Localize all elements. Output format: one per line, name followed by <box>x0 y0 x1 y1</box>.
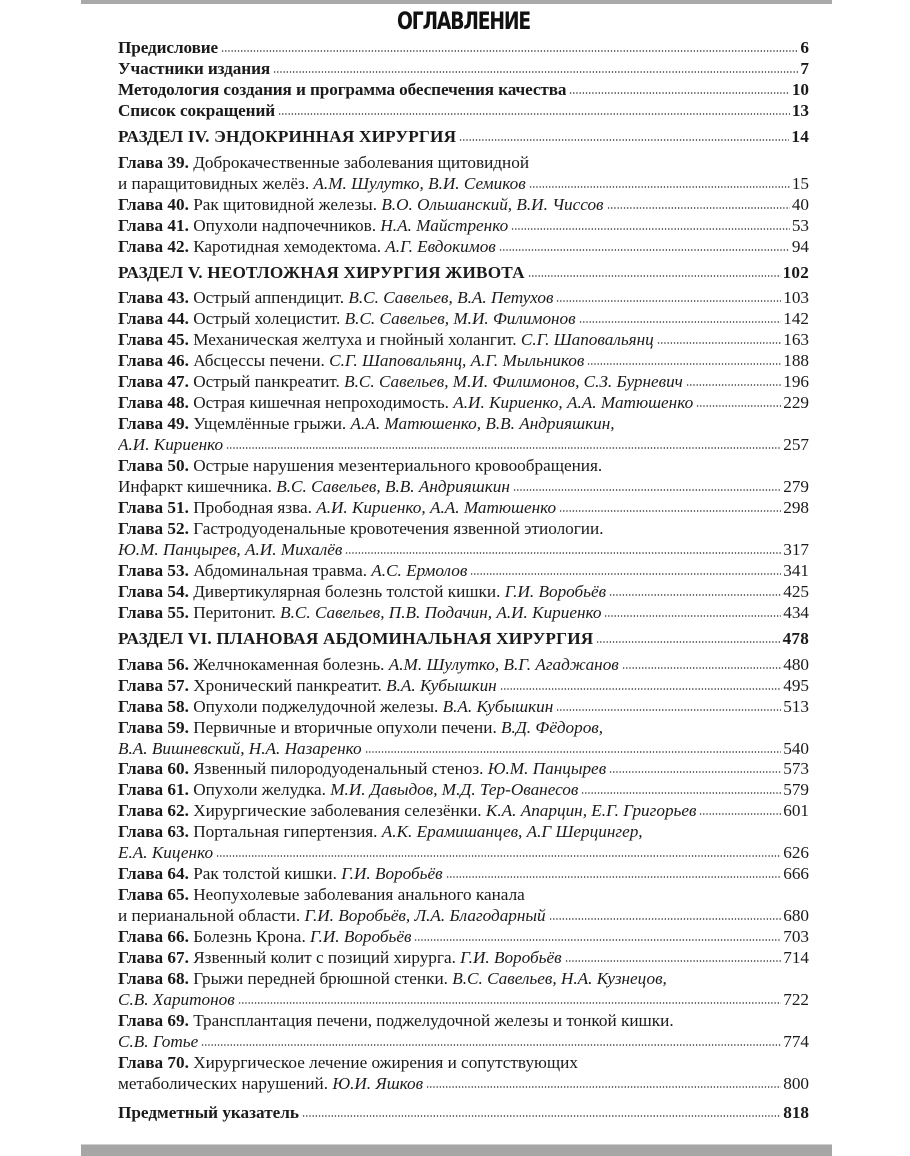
chapter-authors: А.И. Кириенко, А.А. Матюшенко <box>453 393 694 413</box>
dot-leader <box>221 41 798 53</box>
dot-leader <box>273 62 798 74</box>
chapter-title: Хронический панкреатит. <box>193 675 382 695</box>
chapter-authors: А.Г. Евдокимов <box>385 236 496 256</box>
page-number: 601 <box>783 801 809 821</box>
chapter-title: Дивертикулярная болезнь толстой кишки. <box>193 581 501 601</box>
page-number: 13 <box>791 100 809 120</box>
chapter-title: Портальная гипертензия. <box>193 822 378 842</box>
chapter-title: Грыжи передней брюшной стенки. <box>193 968 448 988</box>
toc-chapter[interactable] <box>118 414 809 435</box>
chapter-number: Глава 60. <box>118 759 189 779</box>
toc-chapter[interactable] <box>118 780 809 801</box>
page-number: 513 <box>783 696 809 716</box>
chapter-number: Глава 67. <box>118 948 189 968</box>
chapter-authors: В.С. Савельев, В.В. Андрияшкин <box>276 477 510 497</box>
chapter-authors: М.И. Давыдов, М.Д. Тер-Ованесов <box>330 780 579 800</box>
entry-text <box>118 822 643 843</box>
chapter-title: Рак толстой кишки. <box>193 864 337 884</box>
dot-leader <box>622 658 781 670</box>
dot-leader <box>500 679 782 691</box>
entry-text <box>118 780 578 801</box>
toc-chapter-continuation[interactable] <box>118 739 809 760</box>
entry-text <box>118 498 556 519</box>
chapter-authors: Г.И. Воробьёв, Л.А. Благодарный <box>304 906 546 926</box>
page-number: 196 <box>783 372 809 392</box>
chapter-title-cont: метаболических нарушений. <box>118 1073 329 1093</box>
toc-chapter[interactable] <box>118 801 809 822</box>
chapter-title: Язвенный колит с позиций хирурга. <box>193 948 456 968</box>
entry-label: Предметный указатель <box>118 1102 300 1122</box>
chapter-title: Доброкачественные заболевания щитовидной <box>193 152 530 172</box>
entry-text <box>118 603 601 624</box>
dot-leader <box>345 543 781 555</box>
entry-text <box>118 759 606 780</box>
entry-text <box>118 393 693 414</box>
chapter-authors: А.К. Ерамишанцев, А.Г Шерцингер, <box>381 822 643 842</box>
entry-text <box>118 540 342 561</box>
entry-text <box>118 1053 578 1074</box>
chapter-number: Глава 68. <box>118 968 189 988</box>
page-number: 7 <box>800 58 809 78</box>
toc-section-heading[interactable] <box>118 629 809 650</box>
chapter-authors: В.С. Савельев, М.И. Филимонов, С.З. Бурневич <box>344 372 683 392</box>
chapter-authors-cont: В.А. Вишневский, Н.А. Назаренко <box>118 738 362 758</box>
page-number: 703 <box>783 927 809 947</box>
entry-text <box>118 843 213 864</box>
chapter-number: Глава 45. <box>118 330 189 350</box>
page-number: 478 <box>782 628 809 648</box>
toc-chapter[interactable] <box>118 927 809 948</box>
toc-chapter-continuation[interactable] <box>118 435 809 456</box>
entry-text <box>118 655 619 676</box>
chapter-title: Абсцессы печени. <box>193 351 325 371</box>
entry-text <box>118 351 584 372</box>
chapter-number: Глава 61. <box>118 780 189 800</box>
dot-leader <box>609 762 781 774</box>
dot-leader <box>657 333 781 345</box>
chapter-authors: Ю.М. Панцырев <box>487 759 607 779</box>
chapter-title: Рак щитовидной железы. <box>193 194 378 214</box>
chapter-authors: В.С. Савельев, В.А. Петухов <box>348 288 554 308</box>
page-number: 40 <box>791 194 809 214</box>
page-number: 298 <box>783 498 809 518</box>
entry-text <box>118 990 235 1011</box>
page-number: 434 <box>783 602 809 622</box>
dot-leader <box>569 83 789 95</box>
toc-chapter-continuation[interactable] <box>118 477 809 498</box>
toc-front-item[interactable] <box>118 101 809 122</box>
page-number: 142 <box>783 309 809 329</box>
toc-chapter[interactable] <box>118 969 809 990</box>
toc-chapter[interactable] <box>118 456 809 477</box>
entry-text <box>118 561 467 582</box>
chapter-number: Глава 57. <box>118 675 189 695</box>
page-number: 317 <box>783 539 809 559</box>
page-number: 102 <box>782 262 809 282</box>
toc-chapter[interactable] <box>118 822 809 843</box>
chapter-title: Острый холецистит. <box>193 309 341 329</box>
entry-text <box>118 477 510 498</box>
chapter-number: Глава 41. <box>118 215 189 235</box>
chapter-authors: Г.И. Воробьёв <box>504 581 607 601</box>
dot-leader <box>686 375 781 387</box>
page-number: 341 <box>783 560 809 580</box>
entry-text <box>118 59 270 80</box>
chapter-authors: Н.А. Майстренко <box>380 215 509 235</box>
toc-chapter[interactable] <box>118 676 809 697</box>
entry-text <box>118 906 546 927</box>
entry-text <box>118 330 654 351</box>
page-number: 680 <box>783 906 809 926</box>
chapter-title: Опухоли надпочечников. <box>193 215 377 235</box>
page-number: 257 <box>783 435 809 455</box>
toc-chapter[interactable] <box>118 330 809 351</box>
toc-chapter[interactable] <box>118 561 809 582</box>
section-label: РАЗДЕЛ VI. ПЛАНОВАЯ АБДОМИНАЛЬНАЯ ХИРУРГИЯ <box>118 628 594 648</box>
page-number: 573 <box>783 759 809 779</box>
toc-chapter[interactable] <box>118 1011 809 1032</box>
page-number: 229 <box>783 393 809 413</box>
toc-chapter[interactable] <box>118 1053 809 1074</box>
chapter-number: Глава 39. <box>118 152 189 172</box>
chapter-number: Глава 70. <box>118 1052 189 1072</box>
toc-chapter-continuation[interactable] <box>118 174 809 195</box>
chapter-authors: В.О. Ольшанский, В.И. Чиссов <box>381 194 604 214</box>
chapter-title: Механическая желтуха и гнойный холангит. <box>193 330 517 350</box>
toc-chapter[interactable] <box>118 519 809 540</box>
chapter-title: Опухоли желудка. <box>193 780 326 800</box>
chapter-title: Желчнокаменная болезнь. <box>193 654 385 674</box>
entry-text <box>118 174 526 195</box>
dot-leader <box>226 438 781 450</box>
page-number: 53 <box>791 215 809 235</box>
chapter-title-cont: Инфаркт кишечника. <box>118 477 272 497</box>
chapter-title: Прободная язва. <box>193 498 312 518</box>
toc-chapter[interactable] <box>118 309 809 330</box>
chapter-authors: В.С. Савельев, Н.А. Кузнецов, <box>452 968 667 988</box>
page-number: 480 <box>783 654 809 674</box>
chapter-number: Глава 49. <box>118 414 189 434</box>
entry-text <box>118 582 606 603</box>
toc-chapter-continuation[interactable] <box>118 990 809 1011</box>
chapter-number: Глава 54. <box>118 581 189 601</box>
chapter-title: Острые нарушения мезентериального кровообращения. <box>193 456 603 476</box>
toc-section-heading[interactable] <box>118 263 809 284</box>
toc-chapter[interactable] <box>118 195 809 216</box>
dot-leader <box>604 606 781 618</box>
chapter-authors: В.Д. Фёдоров, <box>501 717 604 737</box>
page-number: 714 <box>783 948 809 968</box>
chapter-authors-cont: А.И. Кириенко <box>118 435 224 455</box>
dot-leader <box>459 130 789 142</box>
chapter-number: Глава 53. <box>118 560 189 580</box>
dot-leader <box>579 312 782 324</box>
entry-text <box>118 80 566 101</box>
entry-text <box>118 1074 423 1095</box>
chapter-authors: К.А. Апарцин, Е.Г. Григорьев <box>485 801 697 821</box>
dot-leader <box>201 1035 781 1047</box>
toc-front-item[interactable] <box>118 38 809 59</box>
chapter-number: Глава 56. <box>118 654 189 674</box>
entry-text <box>118 414 615 435</box>
chapter-title: Острый панкреатит. <box>193 372 340 392</box>
chapter-title: Острый аппендицит. <box>193 288 345 308</box>
page-bottom-edge <box>81 1144 832 1156</box>
toc-chapter[interactable] <box>118 237 809 258</box>
chapter-number: Глава 51. <box>118 498 189 518</box>
toc-chapter[interactable] <box>118 288 809 309</box>
dot-leader <box>528 266 781 278</box>
chapter-title: Опухоли поджелудочной железы. <box>193 696 439 716</box>
chapter-authors-cont: С.В. Готье <box>118 1031 199 1051</box>
chapter-number: Глава 69. <box>118 1010 189 1030</box>
toc-chapter[interactable] <box>118 697 809 718</box>
page-number: 103 <box>783 288 809 308</box>
chapter-number: Глава 44. <box>118 309 189 329</box>
toc-chapter[interactable] <box>118 372 809 393</box>
chapter-authors-cont: С.В. Харитонов <box>118 989 235 1009</box>
dot-leader <box>565 951 782 963</box>
chapter-title-cont: и паращитовидных желёз. <box>118 173 310 193</box>
chapter-number: Глава 63. <box>118 822 189 842</box>
entry-text <box>118 288 553 309</box>
page-number: 425 <box>783 581 809 601</box>
toc-chapter-continuation[interactable] <box>118 540 809 561</box>
chapter-number: Глава 42. <box>118 236 189 256</box>
entry-text <box>118 885 525 906</box>
page-title: ОГЛАВЛЕНИЕ <box>397 7 530 35</box>
toc-front-item[interactable] <box>118 80 809 101</box>
chapter-authors: А.А. Матюшенко, В.В. Андрияшкин, <box>350 414 615 434</box>
entry-label: Участники издания <box>118 58 271 78</box>
entry-text <box>118 1032 198 1053</box>
chapter-authors-cont: Ю.М. Панцырев, А.И. Михалёв <box>118 539 343 559</box>
entry-text <box>118 195 604 216</box>
page-number: 579 <box>783 780 809 800</box>
chapter-title: Гастродуоденальные кровотечения язвенной этиологии. <box>193 518 604 538</box>
entry-text <box>118 101 275 122</box>
entry-text <box>118 38 218 59</box>
dot-leader <box>609 585 781 597</box>
chapter-authors: С.Г. Шаповальянц <box>520 330 654 350</box>
page-number: 800 <box>783 1073 809 1093</box>
dot-leader <box>559 501 781 513</box>
page-number: 774 <box>783 1031 809 1051</box>
entry-text <box>118 435 223 456</box>
entry-text <box>118 1103 299 1124</box>
chapter-authors: Г.И. Воробьёв <box>310 927 412 947</box>
page-number: 626 <box>783 843 809 863</box>
entry-label: Предисловие <box>118 38 219 57</box>
section-label: РАЗДЕЛ IV. ЭНДОКРИННАЯ ХИРУРГИЯ <box>118 126 457 146</box>
chapter-title: Язвенный пилородуоденальный стеноз. <box>193 759 484 779</box>
chapter-number: Глава 43. <box>118 288 189 308</box>
chapter-number: Глава 40. <box>118 194 189 214</box>
dot-leader <box>414 930 781 942</box>
chapter-number: Глава 50. <box>118 456 189 476</box>
chapter-number: Глава 62. <box>118 801 189 821</box>
entry-text <box>118 676 497 697</box>
dot-leader <box>511 219 790 231</box>
dot-leader <box>587 354 781 366</box>
toc-front-item[interactable] <box>118 59 809 80</box>
toc-section-heading[interactable] <box>118 127 809 148</box>
entry-text <box>118 216 508 237</box>
toc-chapter[interactable] <box>118 885 809 906</box>
toc-chapter-continuation[interactable] <box>118 1032 809 1053</box>
entry-text <box>118 127 456 148</box>
page-number: 163 <box>783 330 809 350</box>
chapter-authors: А.И. Кириенко, А.А. Матюшенко <box>316 498 557 518</box>
chapter-number: Глава 65. <box>118 885 189 905</box>
entry-text <box>118 519 604 540</box>
toc-chapter[interactable] <box>118 582 809 603</box>
chapter-title-cont: и перианальной области. <box>118 906 301 926</box>
dot-leader <box>365 742 782 754</box>
chapter-number: Глава 55. <box>118 602 189 622</box>
section-label: РАЗДЕЛ V. НЕОТЛОЖНАЯ ХИРУРГИЯ ЖИВОТА <box>118 262 525 282</box>
chapter-authors: А.С. Ермолов <box>371 560 468 580</box>
toc-chapter[interactable] <box>118 393 809 414</box>
dot-leader <box>499 240 790 252</box>
dot-leader <box>556 700 781 712</box>
dot-leader <box>446 867 782 879</box>
chapter-authors: С.Г. Шаповальянц, А.Г. Мыльников <box>329 351 585 371</box>
chapter-number: Глава 46. <box>118 351 189 371</box>
entry-text <box>118 263 525 284</box>
chapter-number: Глава 47. <box>118 372 189 392</box>
entry-text <box>118 718 603 739</box>
toc-page <box>118 4 809 1124</box>
toc-chapter[interactable] <box>118 864 809 885</box>
entry-text <box>118 801 696 822</box>
chapter-authors: Г.И. Воробьёв <box>341 864 443 884</box>
toc-chapter[interactable] <box>118 948 809 969</box>
chapter-authors: В.С. Савельев, П.В. Подачин, А.И. Кириенко <box>280 602 602 622</box>
entry-text <box>118 927 411 948</box>
entry-text <box>118 629 593 650</box>
entry-label: Список сокращений <box>118 100 276 120</box>
page-number: 15 <box>791 173 809 193</box>
toc-chapter[interactable] <box>118 216 809 237</box>
toc-chapter[interactable] <box>118 153 809 174</box>
page-number: 14 <box>791 126 809 146</box>
page-number: 10 <box>791 79 809 99</box>
chapter-title: Острая кишечная непроходимость. <box>193 393 449 413</box>
page-number: 6 <box>800 38 809 57</box>
dot-leader <box>581 783 781 795</box>
chapter-number: Глава 48. <box>118 393 189 413</box>
page-number: 279 <box>783 477 809 497</box>
page-number: 540 <box>783 738 809 758</box>
chapter-title: Ущемлённые грыжи. <box>193 414 347 434</box>
dot-leader <box>302 1106 781 1118</box>
toc-chapter[interactable] <box>118 718 809 739</box>
page-number: 94 <box>791 236 809 256</box>
entry-text <box>118 948 562 969</box>
dot-leader <box>607 198 790 210</box>
chapter-authors: В.А. Кубышкин <box>442 696 554 716</box>
dot-leader <box>699 804 781 816</box>
toc-chapter-continuation[interactable] <box>118 906 809 927</box>
entry-text <box>118 697 553 718</box>
page-number: 666 <box>783 864 809 884</box>
page-number: 188 <box>783 351 809 371</box>
dot-leader <box>549 909 782 921</box>
page-number: 722 <box>783 989 809 1009</box>
table-of-contents <box>118 38 809 1124</box>
chapter-title: Первичные и вторичные опухоли печени. <box>193 717 497 737</box>
chapter-authors: В.С. Савельев, М.И. Филимонов <box>344 309 576 329</box>
dot-leader <box>513 480 781 492</box>
entry-text <box>118 372 683 393</box>
entry-text <box>118 1011 674 1032</box>
entry-text <box>118 456 602 477</box>
chapter-title: Хирургические заболевания селезёнки. <box>193 801 482 821</box>
chapter-title: Перитонит. <box>193 602 276 622</box>
chapter-authors-cont: Е.А. Киценко <box>118 843 214 863</box>
dot-leader <box>238 993 781 1005</box>
chapter-number: Глава 52. <box>118 518 189 538</box>
chapter-title: Болезнь Крона. <box>193 927 306 947</box>
chapter-number: Глава 59. <box>118 717 189 737</box>
dot-leader <box>278 104 790 116</box>
entry-label: Методология создания и программа обеспечения качества <box>118 79 567 99</box>
entry-text <box>118 309 576 330</box>
chapter-title: Абдоминальная травма. <box>193 560 367 580</box>
toc-chapter[interactable] <box>118 603 809 624</box>
entry-text <box>118 969 667 990</box>
toc-chapter-continuation[interactable] <box>118 1074 809 1095</box>
chapter-title: Каротидная хемодектома. <box>193 236 381 256</box>
entry-text <box>118 864 443 885</box>
toc-chapter[interactable] <box>118 498 809 519</box>
entry-text <box>118 153 529 174</box>
toc-chapter[interactable] <box>118 759 809 780</box>
dot-leader <box>556 291 781 303</box>
toc-back-item[interactable] <box>118 1103 809 1124</box>
entry-text <box>118 739 362 760</box>
chapter-authors: А.М. Шулутко, В.И. Семиков <box>313 173 526 193</box>
chapter-number: Глава 66. <box>118 927 189 947</box>
chapter-title: Трансплантация печени, поджелудочной железы и тонкой кишки. <box>193 1010 674 1030</box>
toc-chapter[interactable] <box>118 655 809 676</box>
dot-leader <box>426 1077 781 1089</box>
dot-leader <box>696 396 781 408</box>
page-number: 495 <box>783 675 809 695</box>
toc-chapter[interactable] <box>118 351 809 372</box>
chapter-authors: В.А. Кубышкин <box>386 675 497 695</box>
dot-leader <box>216 846 781 858</box>
dot-leader <box>470 564 781 576</box>
chapter-title: Хирургическое лечение ожирения и сопутствующих <box>193 1052 578 1072</box>
toc-chapter-continuation[interactable] <box>118 843 809 864</box>
dot-leader <box>596 632 780 644</box>
chapter-authors: А.М. Шулутко, В.Г. Агаджанов <box>388 654 619 674</box>
chapter-authors: Ю.И. Яшков <box>332 1073 424 1093</box>
chapter-authors: Г.И. Воробьёв <box>460 948 562 968</box>
entry-text <box>118 237 496 258</box>
chapter-number: Глава 64. <box>118 864 189 884</box>
dot-leader <box>529 177 790 189</box>
chapter-number: Глава 58. <box>118 696 189 716</box>
page-number: 818 <box>783 1102 809 1122</box>
chapter-title: Неопухолевые заболевания анального канала <box>193 885 525 905</box>
